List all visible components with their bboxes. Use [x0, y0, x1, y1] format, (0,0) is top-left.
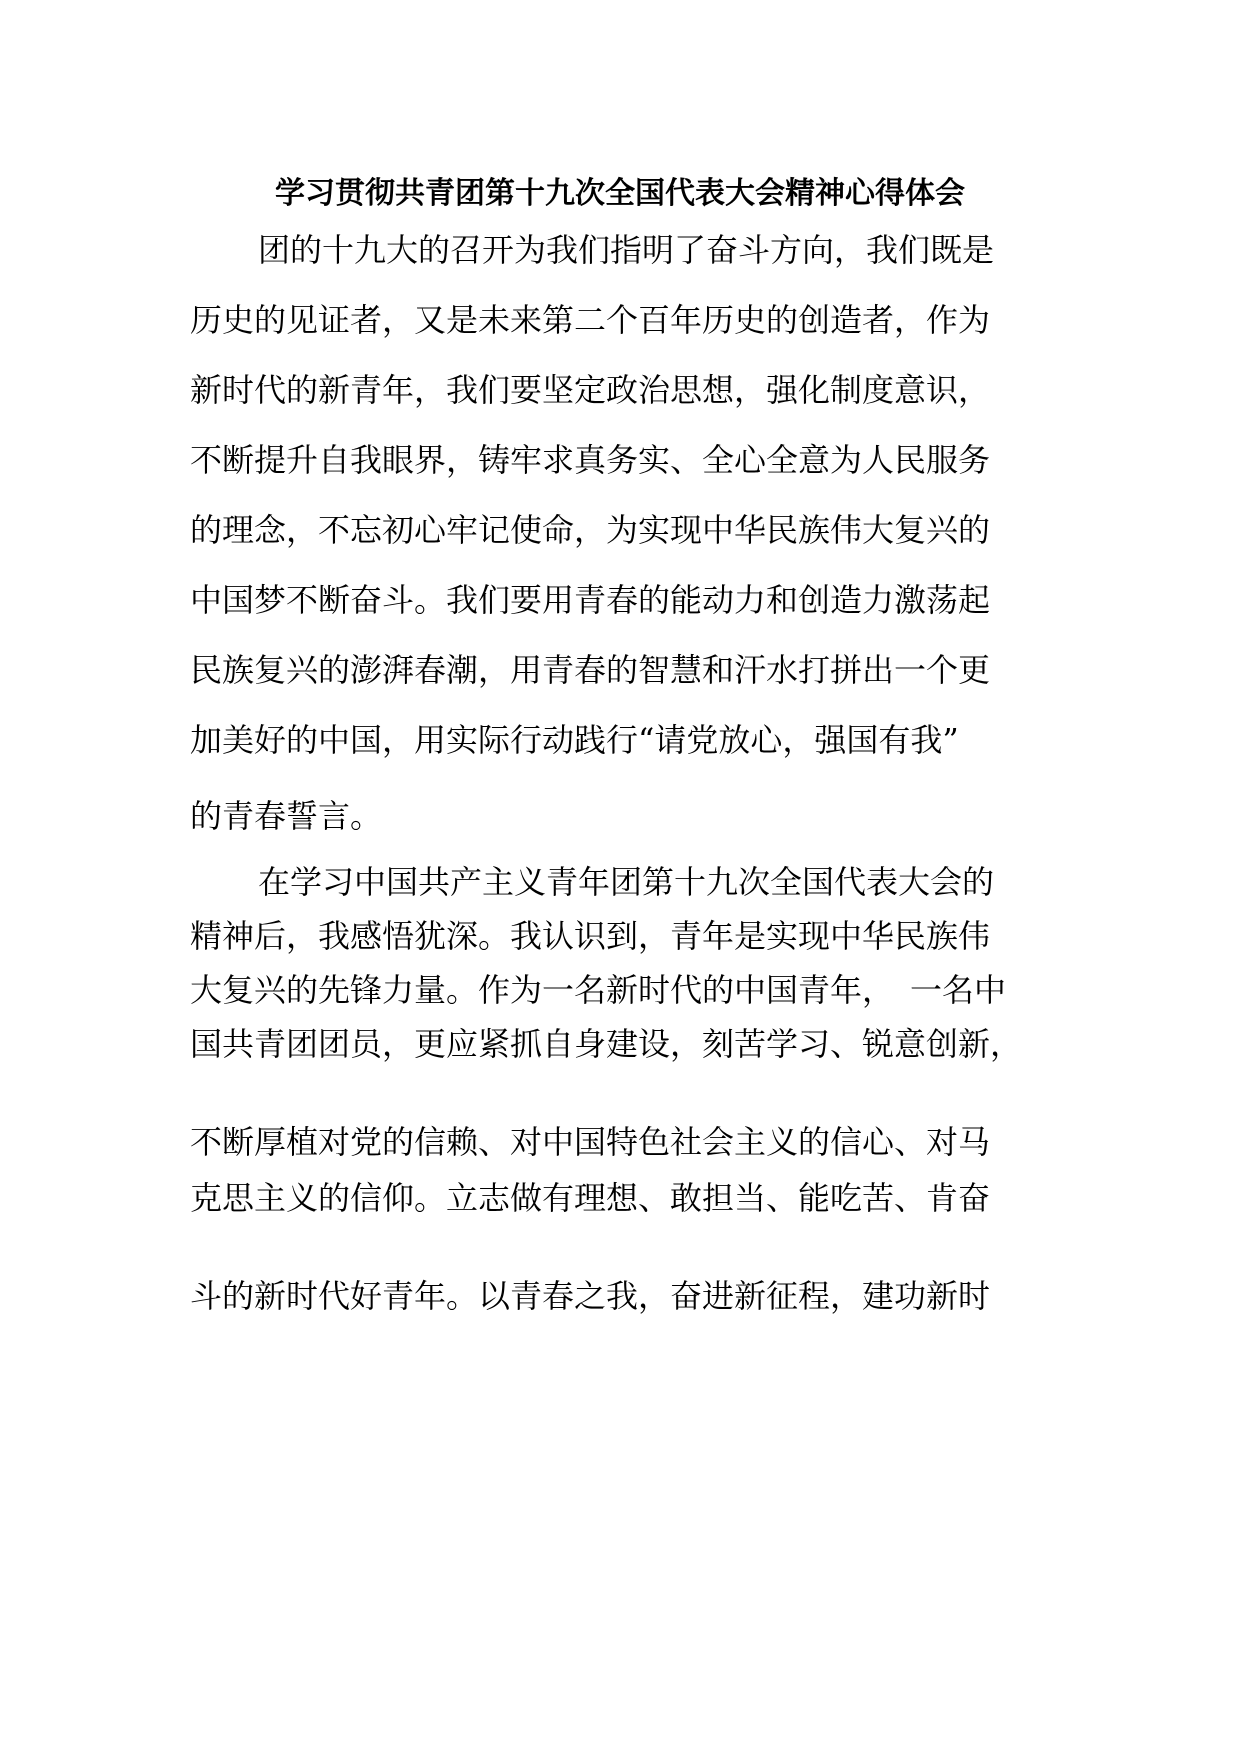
paragraph-2-line-6: 克思主义的信仰。立志做有理想、敢担当、能吃苦、肯奋 — [190, 1179, 991, 1217]
paragraph-1-line-4: 不断提升自我眼界，铸牢求真务实、全心全意为人民服务 — [190, 441, 991, 479]
paragraph-2-line-2: 精神后，我感悟犹深。我认识到，青年是实现中华民族伟 — [190, 917, 991, 955]
paragraph-2-line-3: 大复兴的先锋力量。作为一名新时代的中国青年， 一名中 — [190, 971, 1007, 1009]
paragraph-2-line-4: 国共青团团员，更应紧抓自身建设，刻苦学习、锐意创新， — [190, 1025, 1023, 1063]
paragraph-2-line-1: 在学习中国共产主义青年团第十九次全国代表大会的 — [258, 863, 995, 901]
paragraph-1-line-2: 历史的见证者，又是未来第二个百年历史的创造者，作为 — [190, 301, 991, 339]
paragraph-1-line-8: 加美好的中国，用实际行动践行“请党放心，强国有我” — [190, 721, 959, 759]
paragraph-1-line-9: 的青春誓言。 — [190, 797, 383, 835]
paragraph-1-line-7: 民族复兴的澎湃春潮，用青春的智慧和汗水打拼出一个更 — [190, 651, 991, 689]
paragraph-2-line-7: 斗的新时代好青年。以青春之我，奋进新征程，建功新时 — [190, 1277, 991, 1315]
paragraph-1-line-1: 团的十九大的召开为我们指明了奋斗方向，我们既是 — [258, 231, 995, 269]
paragraph-1-line-6: 中国梦不断奋斗。我们要用青春的能动力和创造力激荡起 — [190, 581, 991, 619]
paragraph-1-line-3: 新时代的新青年，我们要坚定政治思想，强化制度意识， — [190, 371, 991, 409]
paragraph-1-line-5: 的理念，不忘初心牢记使命，为实现中华民族伟大复兴的 — [190, 511, 991, 549]
paragraph-2-line-5: 不断厚植对党的信赖、对中国特色社会主义的信心、对马 — [190, 1123, 991, 1161]
document-title: 学习贯彻共青团第十九次全国代表大会精神心得体会 — [275, 176, 965, 211]
